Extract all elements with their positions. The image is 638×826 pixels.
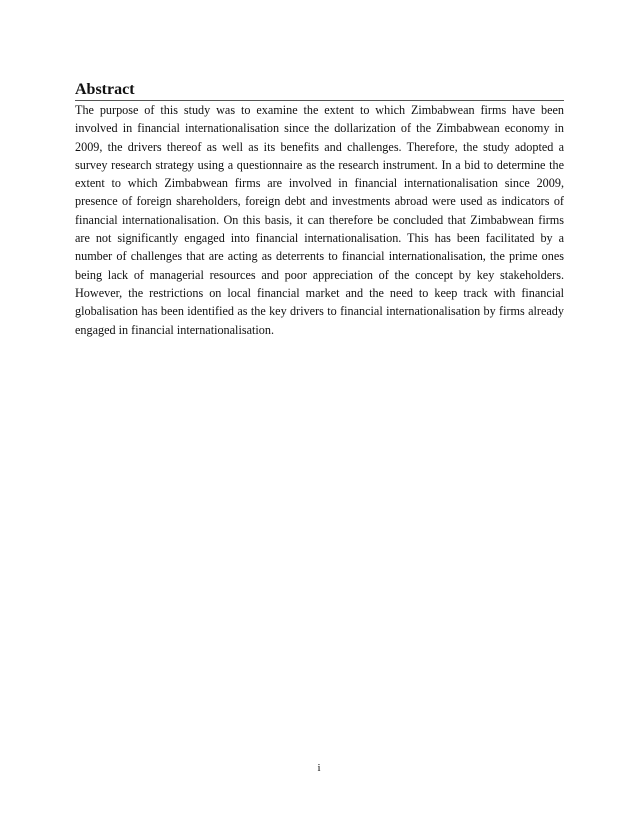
- abstract-paragraph: The purpose of this study was to examine the extent to which Zimbabwean firms have been involved in financial internationalisation since the dollarization of the Zimbabwean economy in 2009, the drivers thereof as well as its benefits and challenges. Therefore, the study adopted a survey research strategy using a questionnaire as the research instrument. In a bid to determine the extent to which Zimbabwean firms are involved in financial internationalisation since 2009, presence of foreign shareholders, foreign debt and investments abroad were used as indicators of financial internationalisation. On this basis, it can therefore be concluded that Zimbabwean firms are not significantly engaged into financial internationalisation. This has been facilitated by a number of challenges that are acting as deterrents to financial internationalisation, the prime ones being lack of managerial resources and poor appreciation of the concept by key stakeholders. However, the restrictions on local financial market and the need to keep track with financial globalisation has been identified as the key drivers to financial internationalisation by firms already engaged in financial internationalisation.: [75, 103, 564, 337]
- page-number: i: [317, 762, 321, 774]
- abstract-heading: Abstract: [75, 81, 135, 98]
